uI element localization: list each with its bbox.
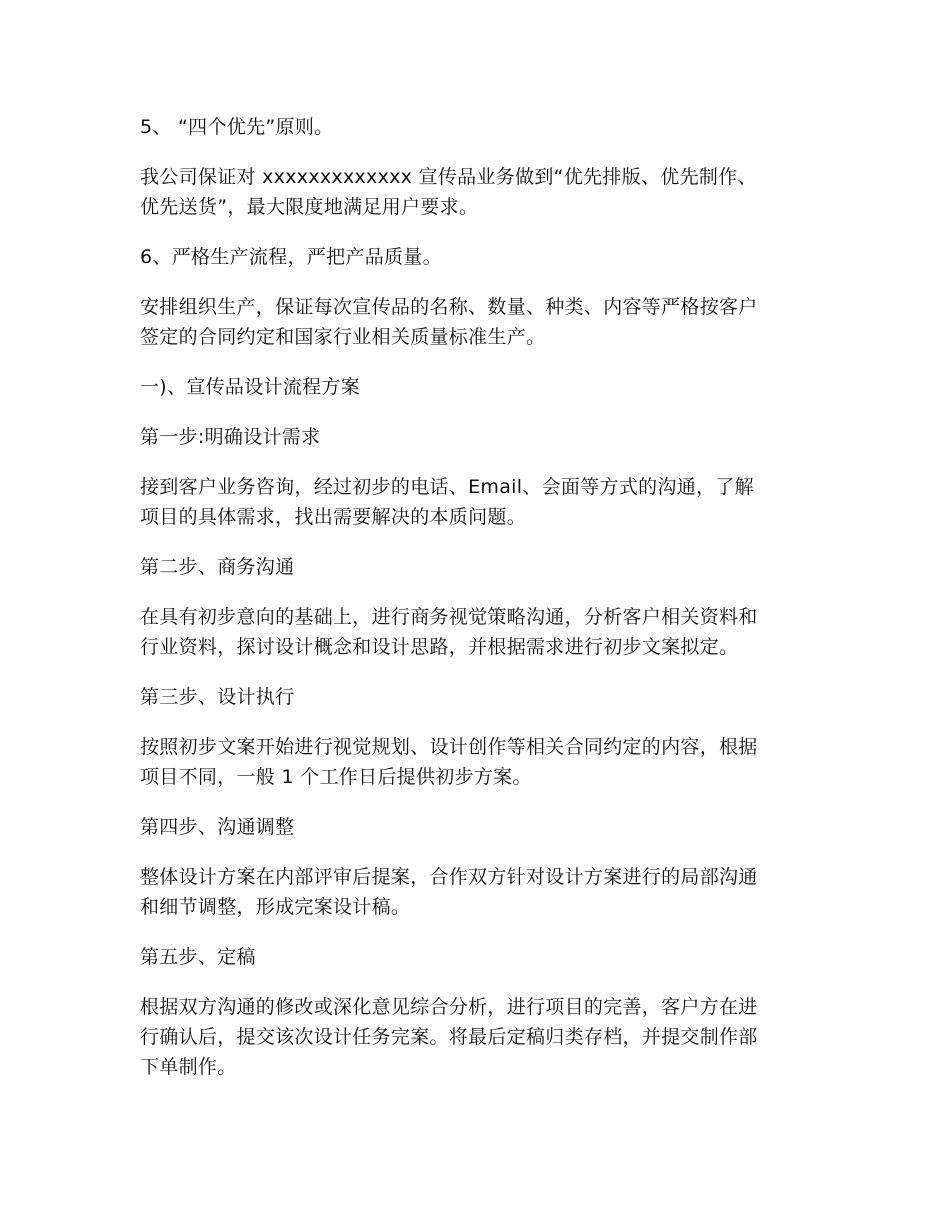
text-line: 根据双方沟通的修改或深化意见综合分析，进行项目的完善，客户方在进 [140,996,758,1018]
text-line: 接到客户业务咨询，经过初步的电话、Email、会面等方式的沟通，了解 [140,476,754,498]
heading-step-four [140,812,812,842]
text-line: 行业资料，探讨设计概念和设计思路，并根据需求进行初步文案拟定。 [140,636,739,658]
heading-step-two [140,552,812,582]
heading-four-priorities [140,112,812,142]
heading-step-five [140,942,812,972]
text-line: 第一步:明确设计需求 [140,426,321,448]
text-line: 按照初步文案开始进行视觉规划、设计创作等相关合同约定的内容，根据 [140,736,758,758]
paragraph-step-three [140,732,812,792]
text-line: 行确认后，提交该次设计任务完案。将最后定稿归类存档，并提交制作部 [140,1026,758,1048]
text-line: 第四步、沟通调整 [140,816,295,838]
paragraph-priority-commitment [140,162,812,222]
text-line: 6、严格生产流程，严把产品质量。 [140,246,442,268]
text-line: 优先送货”，最大限度地满足用户要求。 [140,196,479,218]
text-line: 一)、宣传品设计流程方案 [140,376,361,398]
paragraph-step-two [140,602,812,662]
heading-design-process [140,372,812,402]
text-line: 安排组织生产，保证每次宣传品的名称、数量、种类、内容等严格按客户 [140,296,758,318]
heading-step-three [140,682,812,712]
text-line: 5、 “四个优先”原则。 [140,116,334,138]
text-line: 第五步、定稿 [140,946,256,968]
text-line: 项目的具体需求，找出需要解决的本质问题。 [140,506,527,528]
text-line: 在具有初步意向的基础上，进行商务视觉策略沟通，分析客户相关资料和 [140,606,758,628]
text-line: 项目不同，一般 1 个工作日后提供初步方案。 [140,766,532,788]
heading-production-process [140,242,812,272]
heading-step-one [140,422,812,452]
text-line: 第二步、商务沟通 [140,556,295,578]
paragraph-step-five [140,992,812,1082]
document-body [140,112,812,1102]
text-line: 和细节调整，形成完案设计稿。 [140,896,411,918]
paragraph-step-one [140,472,812,532]
text-line: 签定的合同约定和国家行业相关质量标准生产。 [140,326,546,348]
text-line: 下单制作。 [140,1056,237,1078]
text-line: 我公司保证对 xxxxxxxxxxxxx 宣传品业务做到“优先排版、优先制作、 [140,166,757,188]
text-line: 整体设计方案在内部评审后提案，合作双方针对设计方案进行的局部沟通 [140,866,758,888]
paragraph-step-four [140,862,812,922]
text-line: 第三步、设计执行 [140,686,295,708]
paragraph-production-quality [140,292,812,352]
